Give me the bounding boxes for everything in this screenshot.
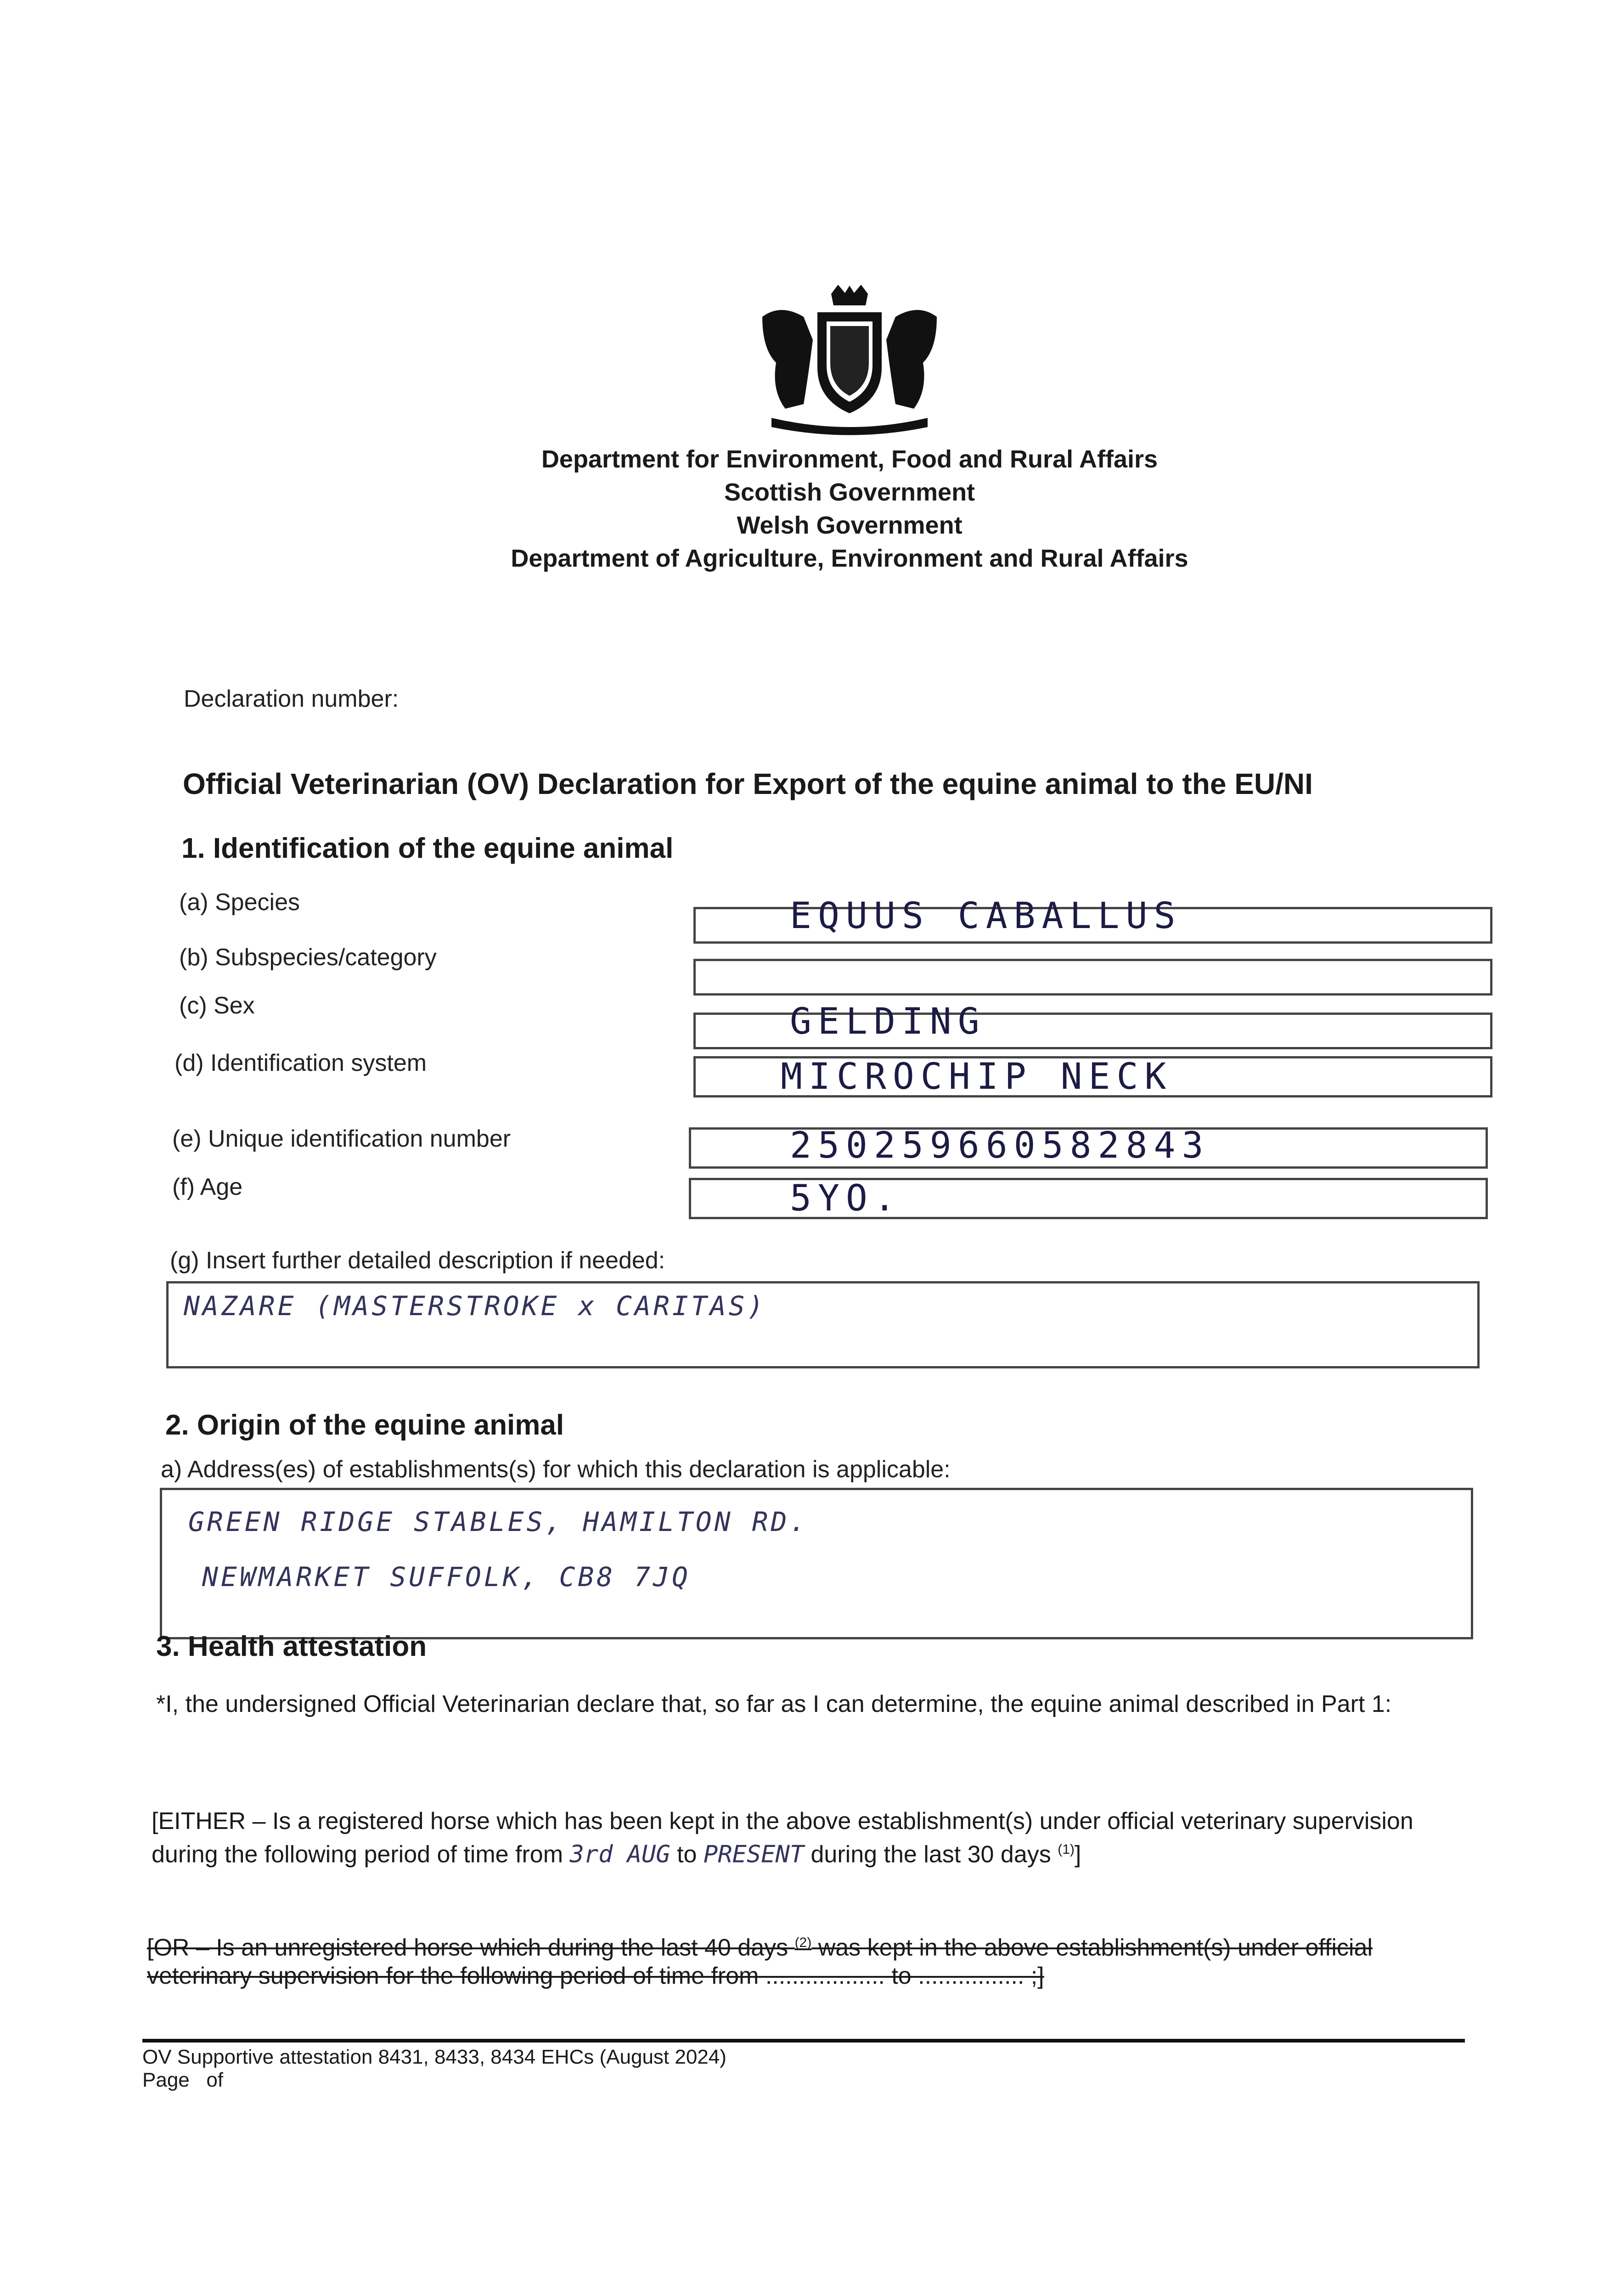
royal-crest-image (753, 285, 946, 436)
department-name-scottish: Scottish Government (724, 478, 975, 506)
address-line-1: GREEN RIDGE STABLES, HAMILTON RD. (188, 1506, 809, 1537)
or-clause-text: [OR – Is an unregistered horse which during the last 40 days (147, 1934, 788, 1961)
subspecies-field[interactable] (693, 959, 1492, 996)
department-name-daera: Department of Agriculture, Environment and Rural Affairs (511, 545, 1188, 572)
either-footnote-ref: (1) (1058, 1842, 1075, 1857)
footer-attestation-ref: OV Supportive attestation 8431, 8433, 8434 EHCs (August 2024) (142, 2046, 726, 2068)
sex-value: GELDING (790, 1001, 986, 1042)
either-to-word: to (677, 1841, 697, 1868)
age-value: 5YO. (790, 1178, 902, 1219)
department-name-defra: Department for Environment, Food and Rural Affairs (541, 445, 1158, 473)
department-name-welsh: Welsh Government (737, 512, 963, 539)
or-footnote-ref: (2) (794, 1935, 812, 1950)
either-close-bracket: ] (1074, 1841, 1081, 1868)
either-from-date: 3rd AUG (569, 1840, 670, 1868)
form-title: Official Veterinarian (OV) Declaration for Export of the equine animal to the EU/NI (183, 767, 1313, 800)
unique-id-value: 250259660582843 (790, 1125, 1210, 1166)
section3-heading: 3. Health attestation (156, 1631, 427, 1662)
either-clause-text: [EITHER – Is a registered horse which has been kept in the above establishment(s) under official veterinary supervision during the following period of time from (152, 1808, 1413, 1868)
section1-heading: 1. Identification of the equine animal (181, 833, 674, 864)
footer-page-number: Page of (142, 2069, 224, 2091)
address-label: a) Address(es) of establishments(s) for which this declaration is applicable: (161, 1456, 951, 1483)
species-value: EQUUS CABALLUS (790, 895, 1182, 937)
footer-divider (142, 2039, 1465, 2043)
section2-heading: 2. Origin of the equine animal (165, 1409, 564, 1441)
either-clause (152, 1807, 1479, 1868)
or-clause (147, 1929, 1479, 1990)
field-label-identification-system: (d) Identification system (175, 1050, 427, 1076)
further-description-value: NAZARE (MASTERSTROKE x CARITAS) (184, 1290, 766, 1322)
identification-system-value: MICROCHIP NECK (781, 1056, 1173, 1097)
or-clause-text-2: was kept in the above establishment(s) under official veterinary supervision for the following period of time from .................. to ................ ;] (147, 1934, 1373, 1990)
field-label-species: (a) Species (179, 889, 300, 916)
health-attestation-intro: *I, the undersigned Official Veterinarian declare that, so far as I can determine, the equine animal described in Part 1: (156, 1691, 1392, 1717)
either-clause-text-2: during the last 30 days (811, 1841, 1051, 1868)
address-line-2: NEWMARKET SUFFOLK, CB8 7JQ (202, 1561, 691, 1593)
further-description-label: (g) Insert further detailed description if needed: (170, 1247, 665, 1274)
field-label-subspecies: (b) Subspecies/category (179, 944, 437, 971)
either-to-date: PRESENT (703, 1840, 805, 1868)
declaration-number-label: Declaration number: (184, 686, 399, 712)
field-label-sex: (c) Sex (179, 992, 255, 1019)
field-label-unique-id: (e) Unique identification number (172, 1125, 511, 1152)
field-label-age: (f) Age (172, 1174, 243, 1200)
